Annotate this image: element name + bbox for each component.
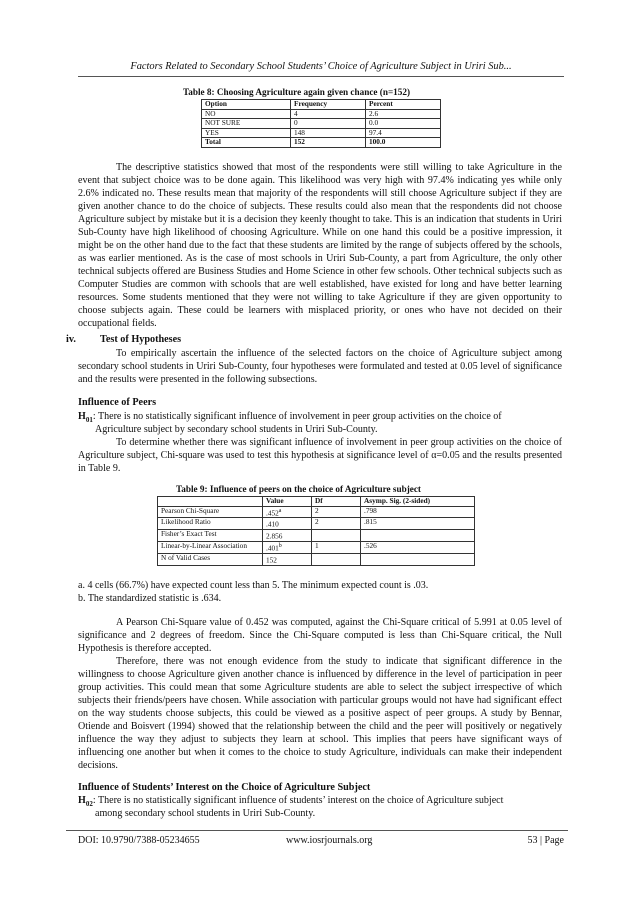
footnote-marker: a xyxy=(278,507,282,514)
table8-caption: Table 8: Choosing Agriculture again given chance (n=152) xyxy=(183,87,411,97)
paragraph: The descriptive statistics showed that most of the respondents were still willing to take Agriculture in the event that subject choice was to be done again. This likelihood was very high with 97.4% indicating yes while only 2.6% indicated no. These results mean that majority of the respondents will still choose Agriculture subject if they are given another chance to do the choice of subjects. These results could also mean that the respondents did not choose Agriculture subject by mistake but it is a decision they keenly thought to take. This is an indication that students in Uriri Sub-County have high likelihood of choosing Agriculture. While on one hand this could be a positive impression, it might be on the other hand due to the fact that these students are limited by the range of subjects offered by the schools, as was earlier mentioned. As is the case of most schools in Uriri Sub-County, a part from Agriculture, the only other technical subjects offered are Business Studies and Home Science in other few schools. Other technical subjects such as Computer Studies are common with schools that are well established, have existed for long and have better learning resources. Some students mentioned that they were not willing to take Agriculture if they are given opportunity to choose subjects again. These could be learners with misplaced priority, or ones who have not decided on their occupational fields. xyxy=(78,162,562,329)
table8-header: Frequency xyxy=(291,100,366,110)
footer-page-number: 53 | Page xyxy=(527,835,564,846)
subsection-title: Influence of Students’ Interest on the Choice of Agriculture Subject xyxy=(78,782,371,793)
table9-header xyxy=(158,497,263,507)
table-note-b: b. The standardized statistic is .634. xyxy=(78,593,222,604)
table8 xyxy=(201,99,441,148)
table-row xyxy=(202,119,441,129)
hypothesis-subscript: 01 xyxy=(85,416,93,424)
table9-cell xyxy=(361,530,475,542)
table8-cell: 0.0 xyxy=(366,119,441,129)
table9-cell xyxy=(263,554,312,566)
table-row xyxy=(158,554,475,566)
table-row xyxy=(158,506,475,518)
hypothesis-label: H xyxy=(78,795,86,806)
table9-cell: Linear-by-Linear Association xyxy=(158,542,263,554)
table8-header: Percent xyxy=(366,100,441,110)
table9-cell: 2 xyxy=(312,506,361,518)
table9-cell xyxy=(312,530,361,542)
table9-cell: Likelihood Ratio xyxy=(158,518,263,530)
table9-header: Value xyxy=(263,497,312,507)
hypothesis-subscript: 02 xyxy=(85,800,93,808)
running-header: Factors Related to Secondary School Students’ Choice of Agriculture Subject in Uriri Sub... xyxy=(78,60,564,77)
table9-cell xyxy=(263,542,312,554)
table-row xyxy=(202,138,441,148)
table-row xyxy=(158,530,475,542)
footer-doi: DOI: 10.9790/7388-05234655 xyxy=(78,835,200,846)
table9-header: Asymp. Sig. (2-sided) xyxy=(361,497,475,507)
hypothesis-continuation: Agriculture subject by secondary school students in Uriri Sub-County. xyxy=(95,424,378,435)
table8-cell: 152 xyxy=(291,138,366,148)
paragraph: A Pearson Chi-Square value of 0.452 was computed, against the Chi-Square critical of 5.991 at 0.05 level of significance and 2 degrees of freedom. Since the Chi-Square computed is less than Chi-Square critical, the Null Hypothesis is therefore accepted. xyxy=(78,617,562,654)
paragraph: Therefore, there was not enough evidence from the study to indicate that significant difference in the willingness to choose Agriculture given another chance is influenced by difference in the level of participation in peer group activities. This could mean that some Agriculture students are able to select the subject irrespective of which subjects their friends/peers have chosen. While association with particular groups would not have had significant effect on the way students choose subjects, this could be viewed as a positive aspect of peer groups. A study by Bennar, Otiende and Boisvert (1994) showed that the relationship between the child and the peer will positively or negatively influence the way they adjust to subjects they learn at school. This implies that peers have significant ways of influencing one another but when it comes to the choice to study Agriculture, individuals can make their independent decisions. xyxy=(78,656,562,771)
table8-cell: 148 xyxy=(291,128,366,138)
section-title: Test of Hypotheses xyxy=(100,334,182,345)
hypothesis-text: : There is no statistically significant influence of involvement in peer group activities on the choice of xyxy=(92,411,502,422)
table9-cell xyxy=(361,554,475,566)
table9-cell: 1 xyxy=(312,542,361,554)
table9-value: .452 xyxy=(266,507,279,517)
table9-cell: Fisher’s Exact Test xyxy=(158,530,263,542)
table8-cell: Total xyxy=(202,138,291,148)
table9-cell: N of Valid Cases xyxy=(158,554,263,566)
paragraph: To empirically ascertain the influence of the selected factors on the choice of Agriculture subject among secondary school students in Uriri Sub-County, four hypotheses were formulated and tested at 0.05 level of significance and the results were presented in the following subsections. xyxy=(78,348,562,385)
table8-cell: 2.6 xyxy=(366,109,441,119)
table9-cell xyxy=(263,518,312,530)
table9-cell: 2 xyxy=(312,518,361,530)
table8-cell: 0 xyxy=(291,119,366,129)
table8-cell: YES xyxy=(202,128,291,138)
table8-cell: 4 xyxy=(291,109,366,119)
table9-cell: .798 xyxy=(361,506,475,518)
hypothesis-label: H xyxy=(78,411,86,422)
table-row xyxy=(202,128,441,138)
footnote-marker: b xyxy=(278,543,282,550)
table9-cell: .815 xyxy=(361,518,475,530)
table8-cell: NOT SURE xyxy=(202,119,291,129)
table9-cell xyxy=(312,554,361,566)
hypothesis-continuation: among secondary school students in Uriri Sub-County. xyxy=(95,808,316,819)
hypothesis-text: : There is no statistically significant influence of students’ interest on the choice of Agriculture subject xyxy=(92,795,504,806)
table9-cell: Pearson Chi-Square xyxy=(158,506,263,518)
footer-website: www.iosrjournals.org xyxy=(286,835,373,846)
table9-value: 2.856 xyxy=(266,531,283,541)
table8-cell: 97.4 xyxy=(366,128,441,138)
table9-value: .410 xyxy=(266,519,279,529)
table8-header: Option xyxy=(202,100,291,110)
table9-cell xyxy=(263,506,312,518)
table9-value: .401 xyxy=(266,543,279,553)
table8-cell: NO xyxy=(202,109,291,119)
table9-value: 152 xyxy=(266,555,277,565)
table9-caption: Table 9: Influence of peers on the choice of Agriculture subject xyxy=(176,484,421,494)
table-note-a: a. 4 cells (66.7%) have expected count less than 5. The minimum expected count is .03. xyxy=(78,580,429,591)
table8-cell: 100.0 xyxy=(366,138,441,148)
table9-cell xyxy=(263,530,312,542)
paragraph: To determine whether there was significant influence of involvement in peer group activities on the choice of Agriculture subject, Chi-square was used to test this hypothesis at significance level of α=0.05 and the results presented in Table 9. xyxy=(78,437,562,474)
table9-header: Df xyxy=(312,497,361,507)
subsection-title: Influence of Peers xyxy=(78,397,157,408)
table-row xyxy=(158,542,475,554)
table-row xyxy=(158,518,475,530)
table9-cell: .526 xyxy=(361,542,475,554)
table9 xyxy=(157,496,475,566)
section-number: iv. xyxy=(66,334,76,345)
footer-divider xyxy=(66,830,568,831)
